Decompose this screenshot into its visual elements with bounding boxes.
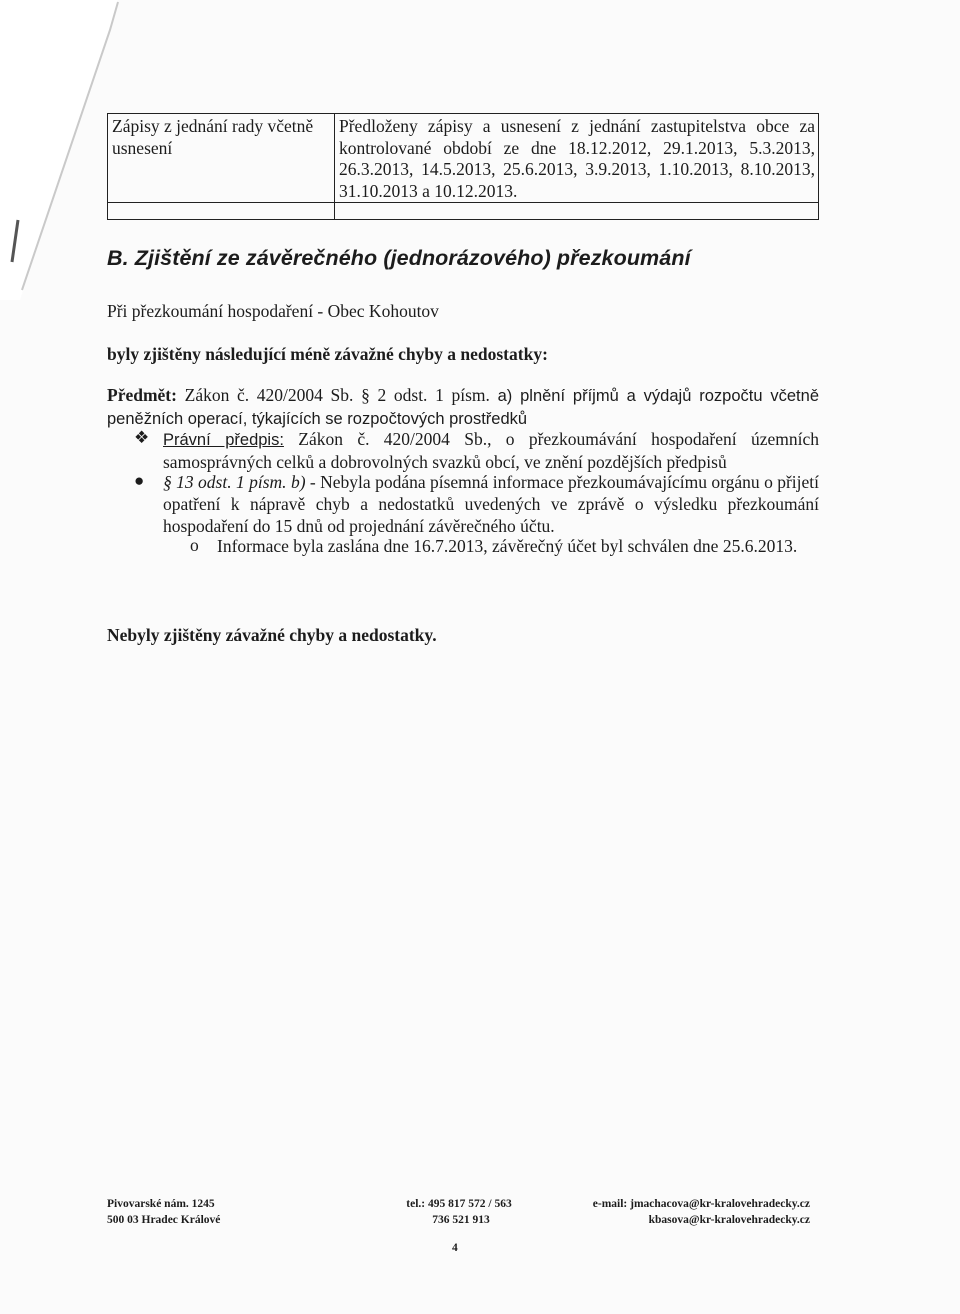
table-row <box>108 114 819 203</box>
footer-phone-line: 736 521 913 <box>432 1214 490 1226</box>
paragraph-item <box>163 471 819 537</box>
sub-bullet: o <box>190 535 199 555</box>
table-row-empty <box>108 203 819 220</box>
round-bullet-icon: ● <box>134 471 145 490</box>
sub-item-text: Informace byla zaslána dne 16.7.2013, závěrečný účet byl schválen dne 25.6.2013. <box>217 536 798 556</box>
footer-email-line: e-mail: jmachacova@kr-kralovehradecky.cz <box>592 1198 810 1210</box>
table-cell-empty <box>108 203 335 220</box>
footer-email-line: kbasova@kr-kralovehradecky.cz <box>648 1214 810 1226</box>
intro-line: Při přezkoumání hospodaření - Obec Kohoutov <box>107 301 439 321</box>
footer-email <box>566 1196 810 1228</box>
footer-phone-line: tel.: 495 817 572 / 563 <box>406 1198 512 1210</box>
section-heading: B. Zjištění ze závěrečného (jednorázového) přezkoumání <box>107 246 691 270</box>
footer-address-line: 500 03 Hradec Králové <box>107 1214 221 1226</box>
legal-paragraph <box>163 428 819 473</box>
subject-description: a) plnění příjmů a výdajů rozpočtu včetně peněžních operací, týkajících se rozpočtových prostředků <box>107 387 819 428</box>
subject-law: Zákon č. 420/2004 Sb. § 2 odst. 1 písm. <box>184 385 490 405</box>
paragraph-text: - Nebyla podána písemná informace přezkoumávajícímu orgánu o přijetí opatření k nápravě chyb a nedostatků uvedených ve zprávě o výsledku přezkoumání hospodaření do 15 dnů od projednání závěrečného účtu. <box>163 472 820 536</box>
diamond-bullet-icon: ❖ <box>134 428 150 447</box>
legal-label: Právní předpis: <box>163 431 284 449</box>
footer-address-line: Pivovarské nám. 1245 <box>107 1198 215 1210</box>
subject-paragraph <box>107 384 819 430</box>
subject-label: Předmět: <box>107 385 177 405</box>
table-cell-empty <box>335 203 819 220</box>
paragraph-reference: § 13 odst. 1 písm. b) <box>163 472 306 492</box>
minutes-table <box>107 113 819 220</box>
table-cell-text: Předloženy zápisy a usnesení z jednání zastupitelstva obce za kontrolované období ze dne 18.12.2012, 29.1.2013, 5.3.2013, 26.3.2013, 14.5.2013, 25.6.2013, 3.9.2013, 1.10.2013, 8.10.2013, 31.10.2013 a 10.12.2013. <box>335 114 819 203</box>
table-cell-label: Zápisy z jednání rady včetně usnesení <box>108 114 335 203</box>
findings-line: byly zjištěny následující méně závažné chyby a nedostatky: <box>107 344 548 364</box>
scan-edge-shadow <box>0 0 120 300</box>
footer-address <box>107 1196 220 1228</box>
conclusion-line: Nebyly zjištěny závažné chyby a nedostatky. <box>107 625 437 645</box>
page-number: 4 <box>452 1242 458 1254</box>
footer-phone <box>397 1196 521 1228</box>
legal-text: Zákon č. 420/2004 Sb., o přezkoumávání hospodaření územních samosprávných celků a dobrovolných svazků obcí, ve znění pozdějších předpisů <box>163 429 819 472</box>
